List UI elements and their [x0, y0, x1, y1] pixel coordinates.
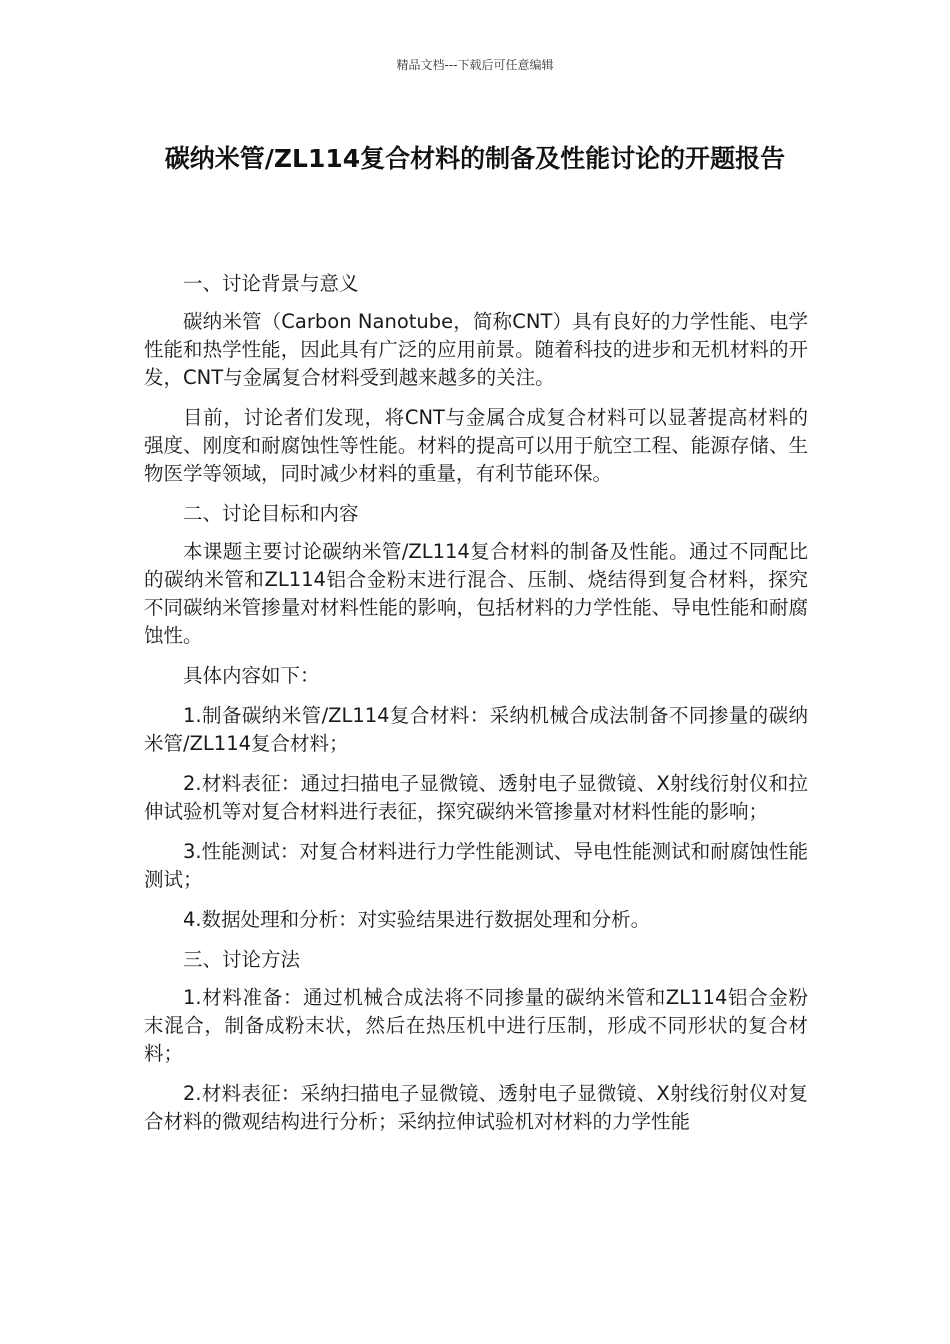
paragraph-content-intro: 具体内容如下：: [183, 664, 320, 687]
list-item-testing: 3.性能测试：对复合材料进行力学性能测试、导电性能测试和耐腐蚀性能测试；: [144, 840, 808, 891]
document-body: [144, 270, 808, 1148]
section-heading-methods: 三、讨论方法: [183, 948, 301, 971]
paragraph-cnt-intro: 碳纳米管（Carbon Nanotube，简称CNT）具有良好的力学性能、电学性能和热学性能，因此具有广泛的应用前景。随着科技的进步和无机材料的开发，CNT与金属复合材料受到越来越多的关注。: [144, 310, 808, 389]
section-heading-objectives: 二、讨论目标和内容: [183, 502, 359, 525]
list-item-preparation: 1.制备碳纳米管/ZL114复合材料：采纳机械合成法制备不同掺量的碳纳米管/ZL114复合材料；: [144, 704, 808, 755]
document-title: 碳纳米管/ZL114复合材料的制备及性能讨论的开题报告: [164, 144, 786, 173]
method-item-characterization: 2.材料表征：采纳扫描电子显微镜、透射电子显微镜、X射线衍射仪对复合材料的微观结构进行分析；采纳拉伸试验机对材料的力学性能: [144, 1082, 808, 1133]
page-header-note: 精品文档---下载后可任意编辑: [396, 58, 554, 72]
paragraph-current-research: 目前，讨论者们发现，将CNT与金属合成复合材料可以显著提高材料的强度、刚度和耐腐蚀性等性能。材料的提高可以用于航空工程、能源存储、生物医学等领域，同时减少材料的重量，有利节能环保。: [144, 406, 808, 485]
list-item-characterization: 2.材料表征：通过扫描电子显微镜、透射电子显微镜、X射线衍射仪和拉伸试验机等对复合材料进行表征，探究碳纳米管掺量对材料性能的影响；: [144, 772, 808, 823]
section-heading-background: 一、讨论背景与意义: [183, 272, 359, 295]
method-item-material-prep: 1.材料准备：通过机械合成法将不同掺量的碳纳米管和ZL114铝合金粉末混合，制备成粉末状，然后在热压机中进行压制，形成不同形状的复合材料；: [144, 986, 808, 1065]
paragraph-topic-summary: 本课题主要讨论碳纳米管/ZL114复合材料的制备及性能。通过不同配比的碳纳米管和ZL114铝合金粉末进行混合、压制、烧结得到复合材料，探究不同碳纳米管掺量对材料性能的影响，包括材料的力学性能、导电性能和耐腐蚀性。: [144, 540, 808, 647]
list-item-analysis: 4.数据处理和分析：对实验结果进行数据处理和分析。: [183, 908, 651, 931]
